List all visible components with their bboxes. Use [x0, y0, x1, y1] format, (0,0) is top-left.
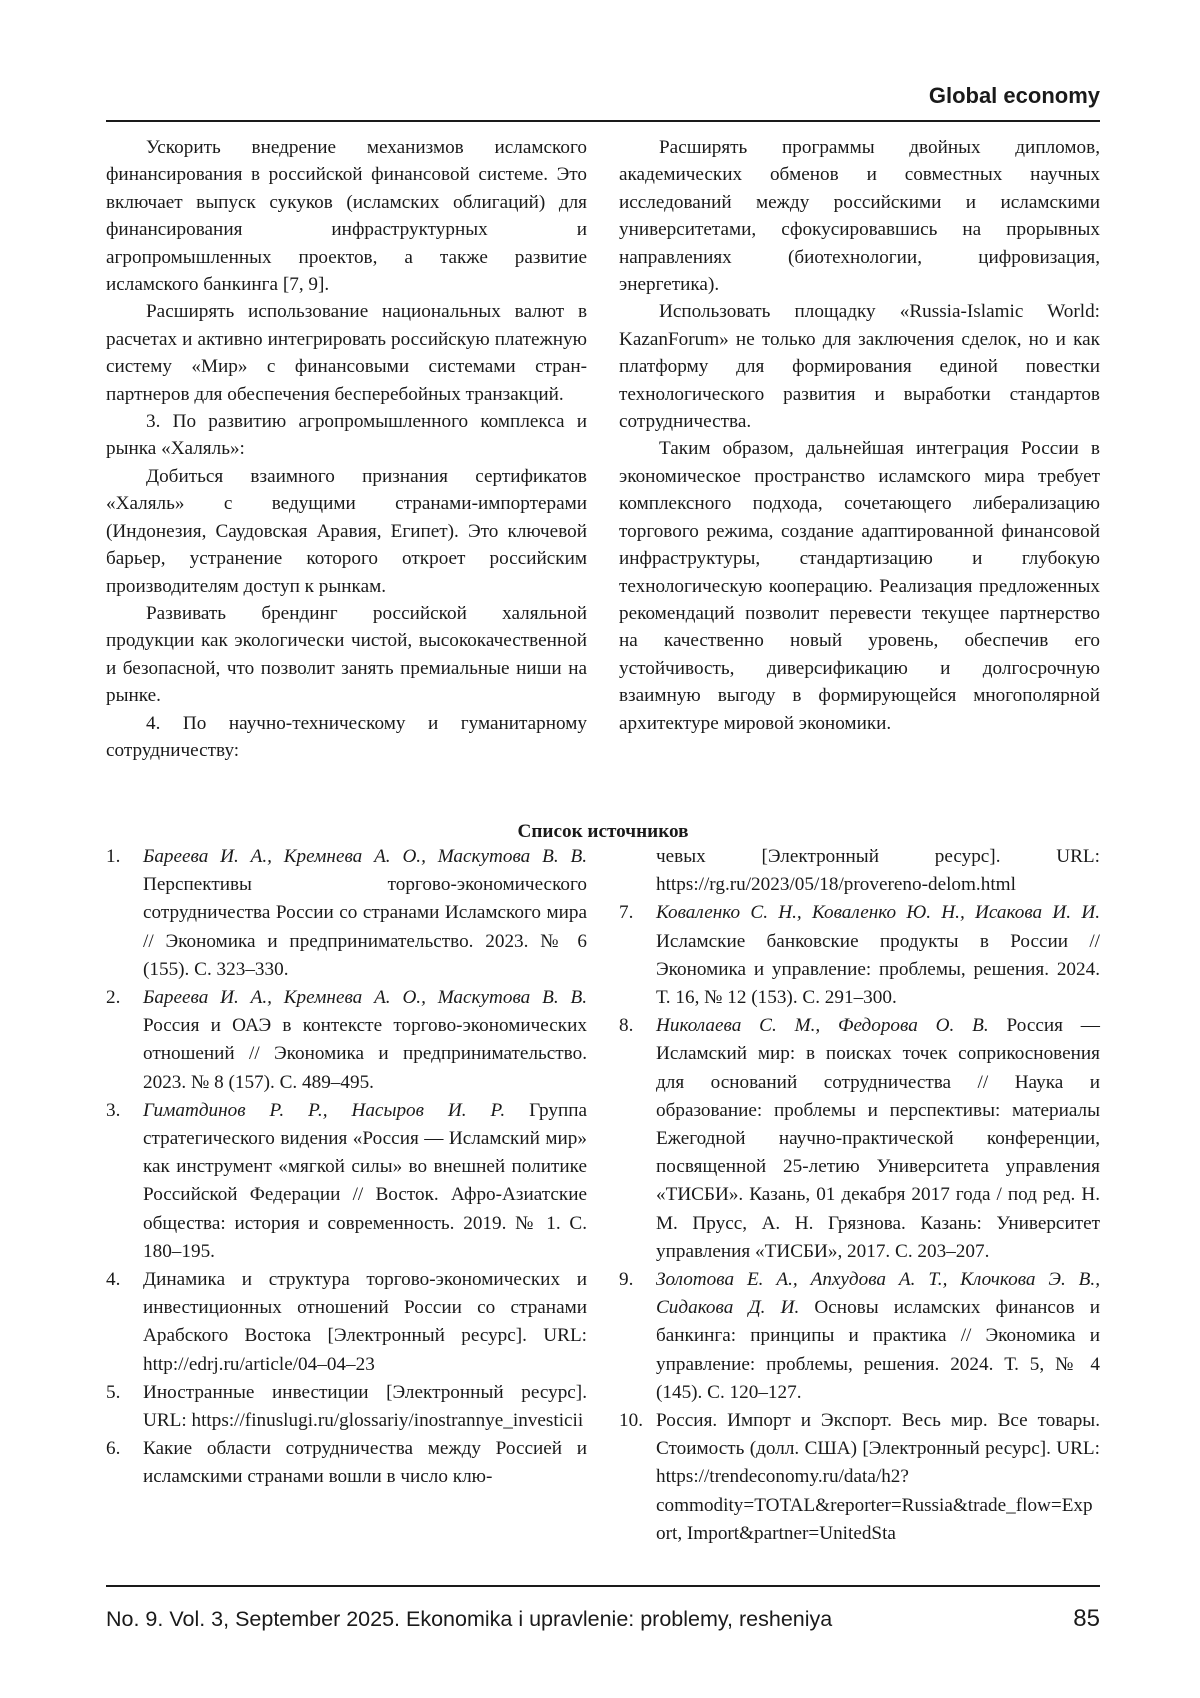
reference-number: 7.	[619, 902, 634, 924]
reference-text	[143, 843, 587, 984]
paragraph: 3. По развитию агропромышленного комплекса и рынка «Халяль»:	[106, 411, 587, 460]
paragraph: Использовать площадку «Russia-Islamic World: KazanForum» не только для заключения сделок, но и как платформу для формирования единой повестки технологического развития и выработки стандартов сотрудничества.	[619, 301, 1100, 433]
reference-authors: Коваленко С. Н., Коваленко Ю. Н., Исакова И. И.	[656, 902, 1100, 924]
reference-body: Россия. Импорт и Экспорт. Весь мир. Все товары. Стоимость (долл. США) [Электронный ресурс]. URL: https://trendeconomy.ru/data/h2?commodity=TOTAL&reporter=Russia&trade_flow=Export, Import&partner=UnitedSta	[656, 1410, 1100, 1544]
paragraph: Ускорить внедрение механизмов исламского финансирования в российской финансовой системе. Это включает выпуск сукуков (исламских облигаций) для финансирования инфраструктурных и агропромышленных проектов, а также развитие исламского банкинга [7, 9].	[106, 137, 587, 296]
reference-item	[619, 899, 1100, 1012]
reference-number: 9.	[619, 1269, 634, 1291]
footer-citation: No. 9. Vol. 3, September 2025. Ekonomika i upravlenie: problemy, resheniya	[106, 1607, 833, 1631]
reference-item	[619, 1407, 1100, 1548]
reference-body: Перспективы торгово-экономического сотрудничества России со странами Исламского мира // Экономика и предпринимательство. 2023. № 6 (155). С. 323–330.	[143, 874, 587, 980]
reference-number: 3.	[106, 1099, 121, 1121]
paragraph: Расширять программы двойных дипломов, академических обменов и совместных научных исследований между российскими и исламскими университетами, сфокусировавшись на прорывных направлениях (биотехнологии, цифровизация, энергетика).	[619, 137, 1100, 296]
reference-text	[143, 1266, 587, 1379]
reference-item	[106, 1435, 587, 1491]
header-rule	[106, 120, 1100, 122]
reference-body: Россия и ОАЭ в контексте торгово-экономических отношений // Экономика и предпринимательство. 2023. № 8 (157). С. 489–495.	[143, 1015, 587, 1093]
reference-authors: Бареева И. А., Кремнева А. О., Маскутова В. В.	[143, 846, 587, 867]
reference-number: 1.	[106, 846, 121, 867]
reference-number: 8.	[619, 1015, 634, 1037]
reference-item	[106, 843, 587, 984]
paragraph: Добиться взаимного признания сертификатов «Халяль» с ведущими странами-импортерами (Индонезия, Саудовская Аравия, Египет). Это ключевой барьер, устранение которого откроет российским производителям доступ к рынкам.	[106, 465, 587, 597]
reference-text	[143, 984, 587, 1097]
paragraph: 4. По научно-техническому и гуманитарному сотрудничеству:	[106, 712, 587, 761]
reference-number: 6.	[106, 1438, 121, 1460]
references-column-right	[619, 843, 1100, 1548]
reference-authors: Гиматдинов Р. Р., Насыров И. Р.	[143, 1099, 506, 1121]
reference-item	[619, 1012, 1100, 1266]
reference-item	[619, 1266, 1100, 1407]
reference-text	[143, 1097, 587, 1266]
reference-text	[143, 1379, 587, 1435]
reference-body: Исламские банковские продукты в России // Экономика и управление: проблемы, решения. 2024. Т. 16, № 12 (153). С. 291–300.	[656, 930, 1100, 1009]
reference-item	[106, 984, 587, 1097]
reference-body: Основы исламских финансов и банкинга: принципы и практика // Экономика и управление: проблемы, решения. 2024. Т. 5, № 4 (145). С. 120–127.	[656, 1297, 1100, 1403]
reference-text	[656, 899, 1100, 1012]
reference-text	[656, 1266, 1100, 1407]
reference-authors: Николаева С. М., Федорова О. В.	[656, 1015, 989, 1037]
reference-authors: Золотова Е. А., Апхудова А. Т., Клочкова Э. В., Сидакова Д. И.	[656, 1269, 1100, 1319]
section-header: Global economy	[928, 83, 1100, 108]
reference-item	[106, 1379, 587, 1435]
reference-body: Группа стратегического видения «Россия — Исламский мир» как инструмент «мягкой силы» во внешней политике Российской Федерации // Восток. Афро-Азиатские общества: история и современность. 2019. № 1. С. 180–195.	[143, 1099, 587, 1262]
reference-item	[106, 1266, 587, 1379]
reference-text	[656, 1407, 1100, 1548]
reference-body: Какие области сотрудничества между Россией и исламскими странами вошли в число клю-	[143, 1438, 587, 1488]
paragraph: Таким образом, дальнейшая интеграция России в экономическое пространство исламского мира требует комплексного подхода, сочетающего либерализацию торгового режима, создание адаптированной финансовой инфраструктуры, стандартизацию и глубокую технологическую кооперацию. Реализация предложенных рекомендаций позволит перевести текущее партнерство на качественно новый уровень, обеспечив его устойчивость, диверсификацию и долгосрочную взаимную выгоду в формирующейся многополярной архитектуре мировой экономики.	[619, 438, 1100, 734]
reference-text	[656, 1012, 1100, 1266]
references-column-left	[106, 843, 587, 1492]
reference-continuation: чевых [Электронный ресурс]. URL: https://rg.ru/2023/05/18/provereno-delom.html	[656, 846, 1100, 896]
references-title: Список источников	[517, 821, 689, 842]
page-number: 85	[1073, 1605, 1100, 1632]
reference-authors: Бареева И. А., Кремнева А. О., Маскутова В. В.	[143, 987, 587, 1009]
reference-number: 4.	[106, 1269, 121, 1291]
reference-body: Динамика и структура торгово-экономических и инвестиционных отношений России со странами Арабского Востока [Электронный ресурс]. URL: http://edrj.ru/article/04–04–23	[143, 1269, 587, 1375]
reference-item	[106, 1097, 587, 1266]
paragraph: Развивать брендинг российской халяльной продукции как экологически чистой, высококачественной и безопасной, что позволит занять премиальные ниши на рынке.	[106, 602, 587, 707]
reference-text	[143, 1435, 587, 1491]
body-column-right	[619, 134, 1100, 737]
reference-number: 2.	[106, 987, 121, 1009]
reference-number: 5.	[106, 1381, 121, 1403]
reference-number: 10.	[619, 1410, 643, 1432]
body-column-left	[106, 134, 587, 764]
footer-rule	[106, 1585, 1100, 1587]
paragraph: Расширять использование национальных валют в расчетах и активно интегрировать российскую платежную систему «Мир» с финансовыми системами стран-партнеров для обеспечения бесперебойных транзакций.	[106, 301, 587, 405]
reference-body: Россия — Исламский мир: в поисках точек соприкосновения для оснований сотрудничества // Наука и образование: проблемы и перспективы: материалы Ежегодной научно-практической конференции, посвященной 25-летию Университета управления «ТИСБИ». Казань, 01 декабря 2017 года / под ред. Н. М. Прусс, А. Н. Грязнова. Казань: Университет управления «ТИСБИ», 2017. С. 203–207.	[656, 1015, 1100, 1262]
reference-body: Иностранные инвестиции [Электронный ресурс]. URL: https://finuslugi.ru/glossariy/inostrannye_investicii	[143, 1381, 587, 1432]
page-footer	[106, 1604, 1100, 1634]
